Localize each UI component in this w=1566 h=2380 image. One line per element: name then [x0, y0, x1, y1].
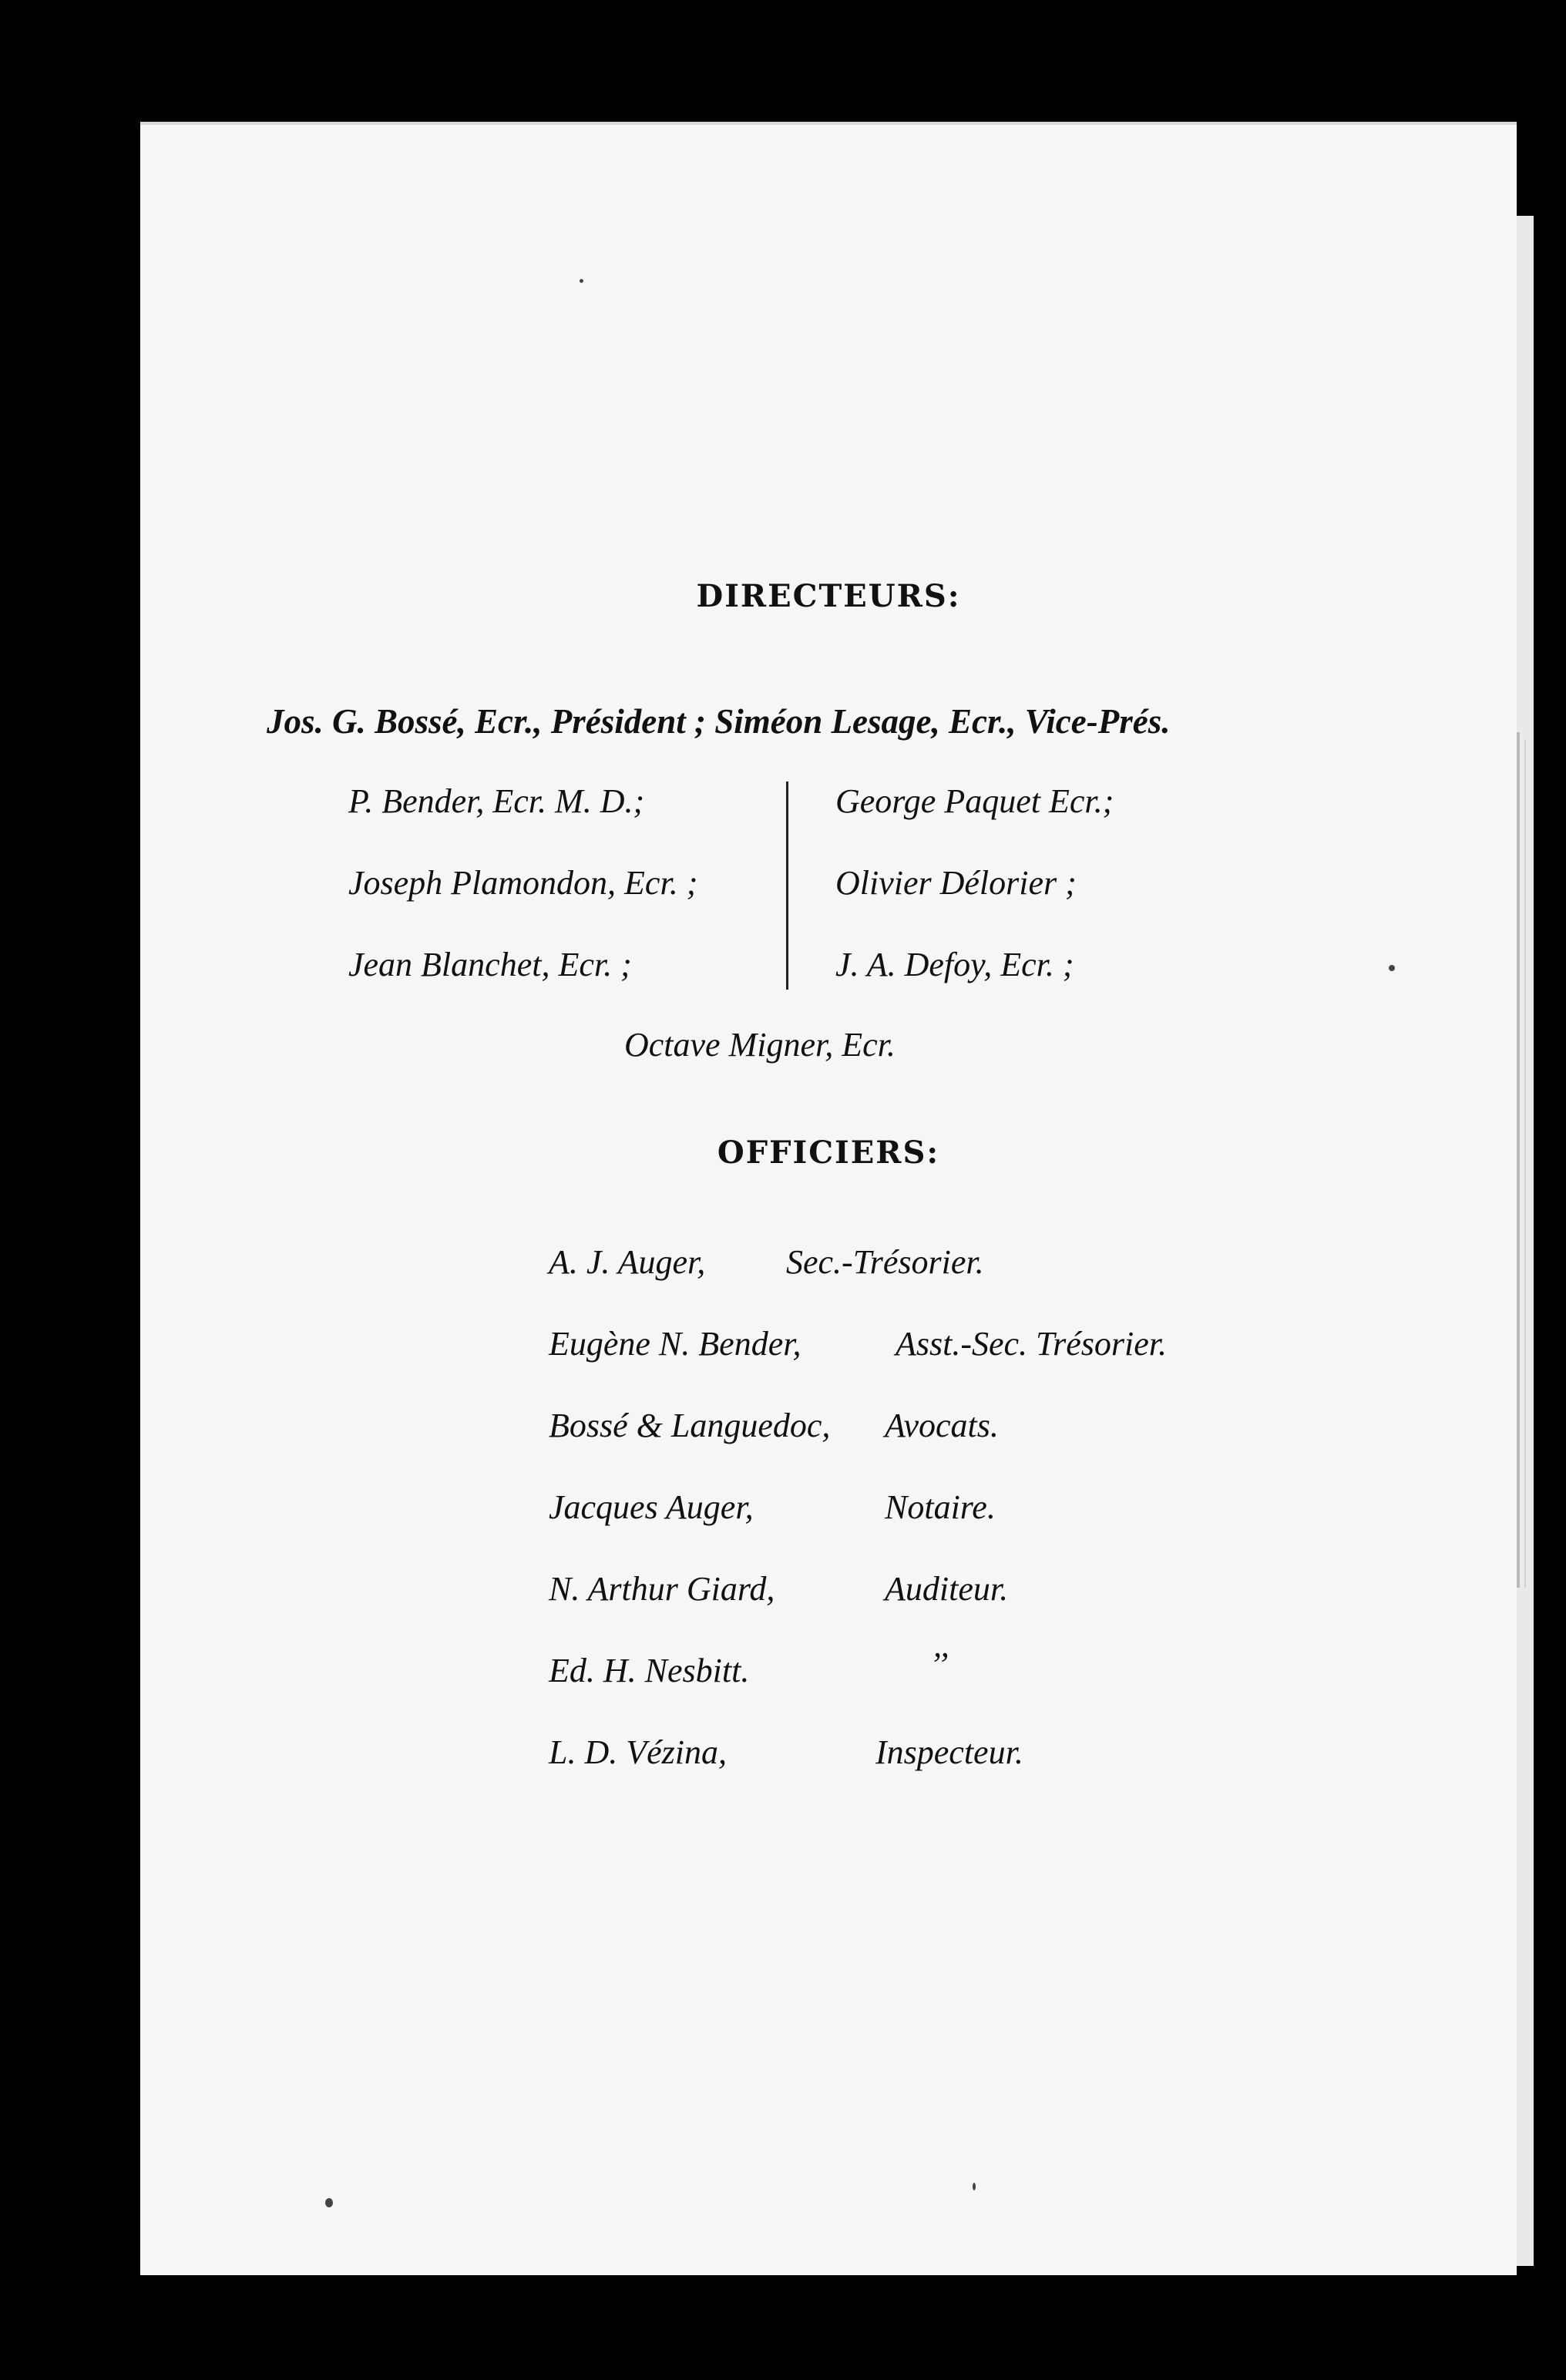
officer-name-2: Eugène N. Bender,	[549, 1325, 801, 1363]
officer-role-4: Notaire.	[885, 1488, 996, 1526]
officer-role-7: Inspecteur.	[875, 1733, 1023, 1771]
page-fold-line	[1524, 740, 1526, 1588]
officer-name-4: Jacques Auger,	[549, 1488, 754, 1526]
ink-speck	[1389, 965, 1395, 971]
ink-speck	[973, 2183, 976, 2190]
director-right-1: George Paquet Ecr.;	[835, 782, 1114, 820]
director-right-3: J. A. Defoy, Ecr. ;	[835, 946, 1074, 983]
officer-name-1: A. J. Auger,	[549, 1243, 706, 1281]
officer-name-7: L. D. Vézina,	[549, 1733, 727, 1771]
director-left-3: Jean Blanchet, Ecr. ;	[348, 946, 632, 983]
officiers-heading: OFFICIERS:	[717, 1135, 940, 1171]
president-line: Jos. G. Bossé, Ecr., Président ; Siméon Lesage, Ecr., Vice-Prés.	[267, 702, 1171, 741]
director-left-2: Joseph Plamondon, Ecr. ;	[348, 864, 698, 902]
director-left-1: P. Bender, Ecr. M. D.;	[348, 782, 645, 820]
directeurs-heading: DIRECTEURS:	[696, 578, 961, 614]
officer-role-6: ’’	[929, 1645, 949, 1683]
officer-role-1: Sec.-Trésorier.	[786, 1243, 984, 1281]
officer-name-3: Bossé & Languedoc,	[549, 1407, 831, 1444]
officer-name-6: Ed. H. Nesbitt.	[549, 1652, 750, 1689]
officer-role-5: Auditeur.	[885, 1570, 1009, 1608]
column-divider	[786, 782, 788, 990]
officer-role-3: Avocats.	[885, 1407, 999, 1444]
page-fold-line	[1517, 732, 1520, 1588]
ink-speck	[325, 2198, 333, 2207]
officer-name-5: N. Arthur Giard,	[549, 1570, 775, 1608]
director-last: Octave Migner, Ecr.	[624, 1026, 896, 1064]
document-page	[140, 122, 1517, 2275]
officer-role-2: Asst.-Sec. Trésorier.	[896, 1325, 1167, 1363]
ink-speck	[580, 279, 583, 283]
director-right-2: Olivier Délorier ;	[835, 864, 1077, 902]
